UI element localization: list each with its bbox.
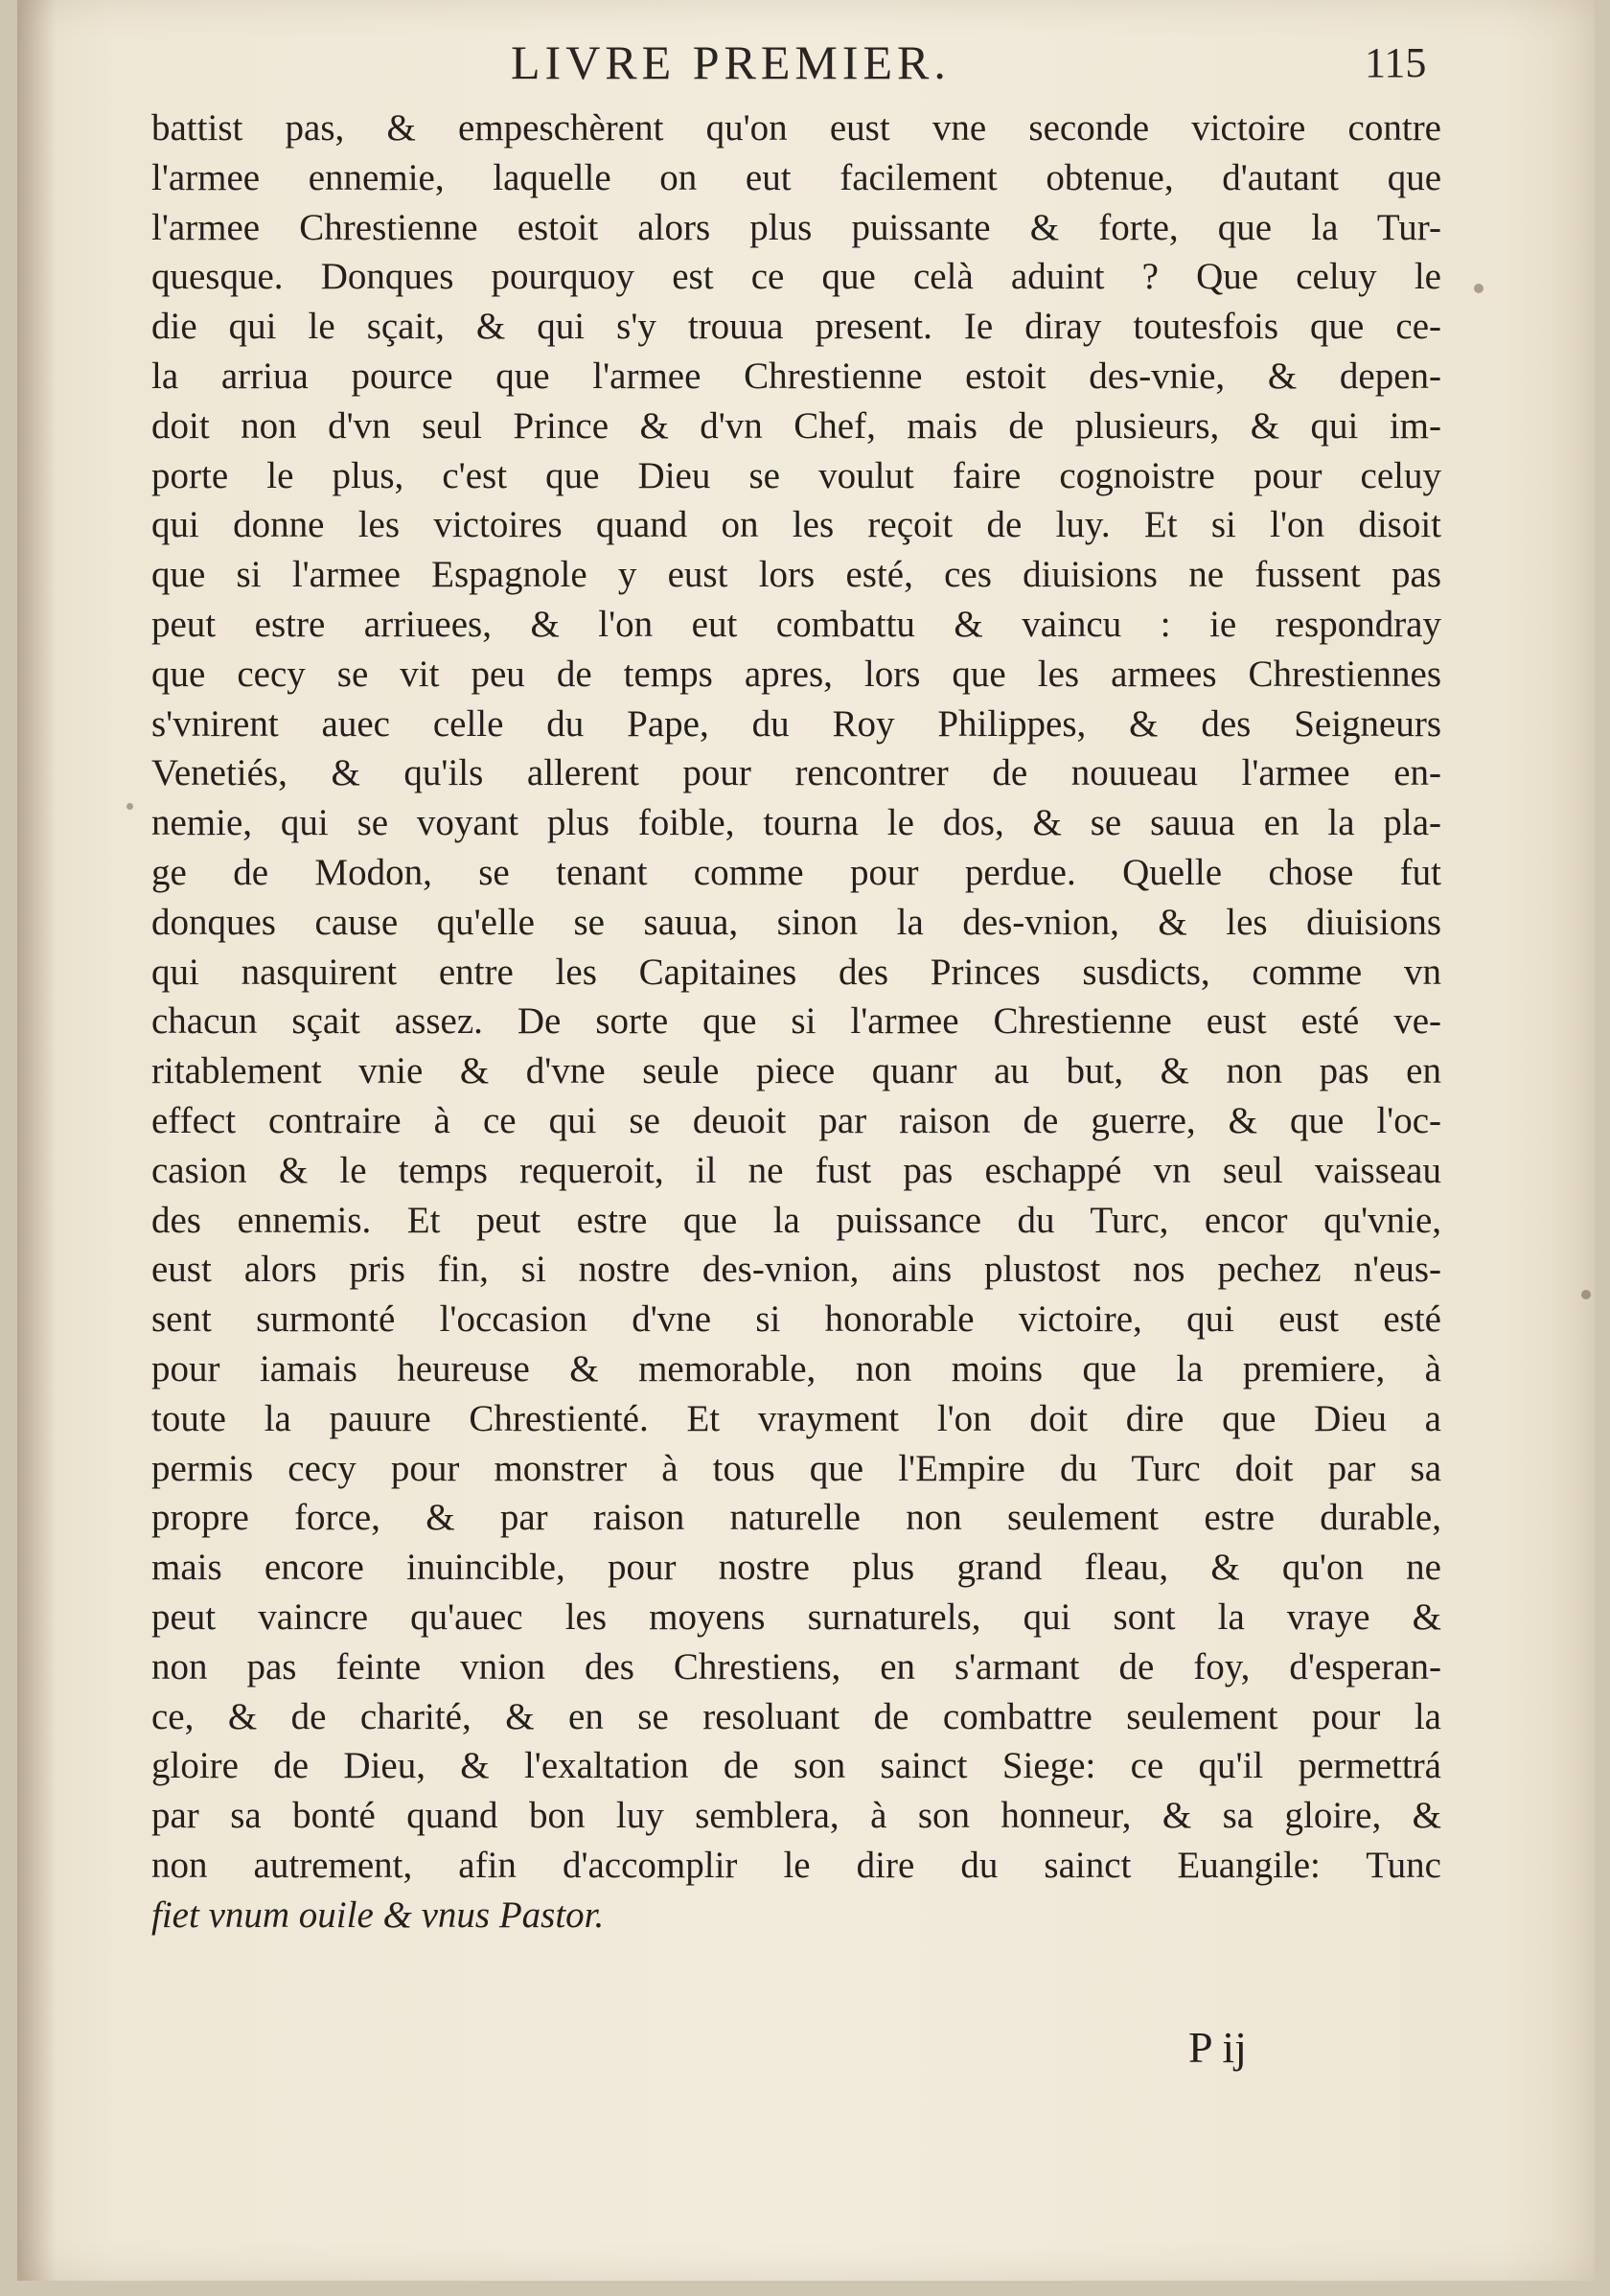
text-line-closing-quote: fiet vnum ouile & vnus Pastor. (151, 1894, 605, 1936)
text-line: que si l'armee Espagnole y eust lors esté, ces diuisions ne fussent pas (151, 554, 1441, 596)
running-head: LIVRE PREMIER. (511, 35, 951, 89)
text-line: donques cause qu'elle se sauua, sinon la des-vnion, & les diuisions (151, 901, 1441, 943)
page-header (17, 27, 1595, 103)
text-line: chacun sçait assez. De sorte que si l'armee Chrestienne eust esté ve- (151, 1000, 1441, 1043)
text-line: pour iamais heureuse & memorable, non moins que la premiere, à (151, 1347, 1441, 1389)
text-line: quesque. Donques pourquoy est ce que celà aduint ? Que celuy le (151, 256, 1441, 298)
text-line: propre force, & par raison naturelle non seulement estre durable, (151, 1497, 1441, 1539)
text-line: porte le plus, c'est que Dieu se voulut faire cognoistre pour celuy (151, 454, 1441, 496)
text-line: s'vnirent auec celle du Pape, du Roy Philippes, & des Seigneurs (151, 702, 1441, 745)
ink-spot-decoration (126, 803, 133, 810)
text-line: qui donne les victoires quand on les reçoit de luy. Et si l'on disoit (151, 504, 1441, 546)
text-line: permis cecy pour monstrer à tous que l'Empire du Turc doit par sa (151, 1447, 1441, 1489)
text-line: Venetiés, & qu'ils allerent pour rencontrer de nouueau l'armee en- (151, 752, 1441, 794)
signature-mark: P ij (1188, 2023, 1247, 2072)
text-line: ritablement vnie & d'vne seule piece quanr au but, & non pas en (151, 1050, 1441, 1092)
text-line: mais encore inuincible, pour nostre plus grand fleau, & qu'on ne (151, 1547, 1441, 1589)
text-line: des ennemis. Et peut estre que la puissance du Turc, encor qu'vnie, (151, 1199, 1441, 1241)
text-line: l'armee Chrestienne estoit alors plus puissante & forte, que la Tur- (151, 206, 1441, 248)
text-line: toute la pauure Chrestienté. Et vrayment l'on doit dire que Dieu a (151, 1397, 1441, 1439)
text-line: non pas feinte vnion des Chrestiens, en s'armant de foy, d'esperan- (151, 1645, 1441, 1688)
text-line: doit non d'vn seul Prince & d'vn Chef, mais de plusieurs, & qui im- (151, 404, 1441, 447)
text-line: la arriua pource que l'armee Chrestienne estoit des-vnie, & depen- (151, 355, 1441, 397)
page (17, 0, 1595, 2281)
text-line: gloire de Dieu, & l'exaltation de son sainct Siege: ce qu'il permettrá (151, 1745, 1441, 1787)
text-line: die qui le sçait, & qui s'y trouua present. Ie diray toutesfois que ce- (151, 306, 1441, 348)
text-line: sent surmonté l'occasion d'vne si honorable victoire, qui eust esté (151, 1298, 1441, 1341)
text-line: ce, & de charité, & en se resoluant de combattre seulement pour la (151, 1695, 1441, 1737)
text-line: effect contraire à ce qui se deuoit par raison de guerre, & que l'oc- (151, 1099, 1441, 1141)
ink-spot-decoration (1474, 284, 1484, 293)
binding-shadow (17, 0, 56, 2281)
text-line: battist pas, & empeschèrent qu'on eust vne seconde victoire contre (151, 107, 1441, 149)
body-text (151, 103, 1441, 1940)
text-line: casion & le temps requeroit, il ne fust pas eschappé vn seul vaisseau (151, 1149, 1441, 1191)
text-line: peut vaincre qu'auec les moyens surnaturels, qui sont la vraye & (151, 1596, 1441, 1638)
text-line: qui nasquirent entre les Capitaines des Princes susdicts, comme vn (151, 951, 1441, 993)
page-number: 115 (1365, 39, 1427, 86)
text-line: eust alors pris fin, si nostre des-vnion, ains plustost nos pechez n'eus- (151, 1249, 1441, 1291)
text-line: ge de Modon, se tenant comme pour perdue. Quelle chose fut (151, 851, 1441, 893)
text-line: non autrement, afin d'accomplir le dire du sainct Euangile: Tunc (151, 1844, 1441, 1886)
text-line: l'armee ennemie, laquelle on eut facilement obtenue, d'autant que (151, 156, 1441, 198)
ink-spot-decoration (1581, 1290, 1591, 1299)
text-line: peut estre arriuees, & l'on eut combattu & vaincu : ie respondray (151, 603, 1441, 645)
text-line: que cecy se vit peu de temps apres, lors que les armees Chrestiennes (151, 653, 1441, 695)
text-line: nemie, qui se voyant plus foible, tourna le dos, & se sauua en la pla- (151, 802, 1441, 844)
text-line: par sa bonté quand bon luy semblera, à son honneur, & sa gloire, & (151, 1795, 1441, 1837)
